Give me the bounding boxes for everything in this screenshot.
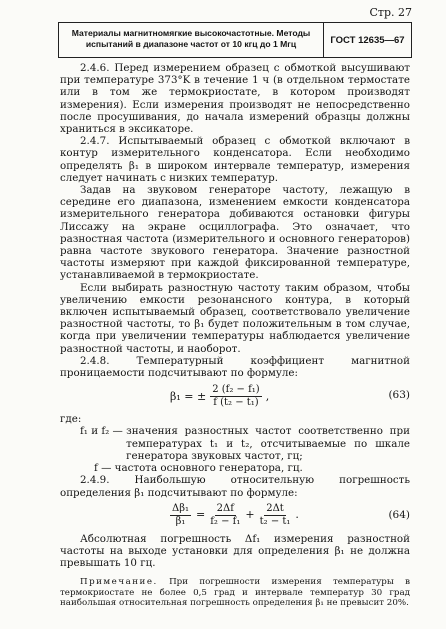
equation-number-64: (64): [388, 508, 410, 521]
header-title-line1: Материалы магнитномягкие высокочастотные. Методы: [71, 28, 311, 38]
formula-64-term2-numerator: 2Δt: [266, 502, 284, 514]
formula-64-term1-numerator: 2Δf: [216, 502, 234, 514]
definition-symbol: f —: [94, 462, 112, 475]
formula-64-lhs-denominator: β₁: [175, 515, 186, 527]
header-title-line2: испытаний в диапазоне частот от 10 кгц до 1 Мгц: [85, 39, 297, 49]
formula-64-lhs-numerator: Δβ₁: [172, 502, 190, 514]
formula-64-tail: .: [295, 508, 299, 522]
formula-64-term2: [260, 503, 291, 528]
formula-64-term1: [210, 503, 240, 528]
header-code: ГОСТ 12635—67: [330, 34, 405, 46]
paragraph-2-4-8: 2.4.8. Температурный коэффициент магнитной проницаемости подсчитывают по формуле:: [60, 354, 410, 380]
note: [60, 577, 410, 608]
formula-63-numerator: 2 (f₂ − f₁): [212, 384, 260, 396]
definition-text: частота основного генератора, гц.: [114, 462, 303, 475]
where-label: где:: [60, 413, 82, 426]
formula-63: [60, 381, 410, 411]
paragraph-frequency-choice: Если выбирать разностную частоту таким образом, чтобы увеличению емкости резонансного контура, в который включен испытываемый образец, соответствовало увеличение разностной частоты, то β₁ будет положительным в том случае, когда при увеличении температуры наблюдается увеличение разностной частоты, и наоборот.: [60, 281, 410, 355]
formula-64-term2-denominator: t₂ − t₁: [259, 515, 291, 527]
page-number: Стр. 27: [369, 6, 412, 19]
formula-64-lhs: [170, 503, 191, 528]
note-label: Примечание.: [80, 577, 158, 588]
definition-f: [80, 462, 410, 474]
definitions-list: [60, 425, 410, 474]
definition-text: значения разностных частот соответственно при температурах t₁ и t₂, отсчитываемые по шкале генератора звуковых частот, гц;: [126, 425, 410, 462]
document-body: [60, 62, 410, 609]
standard-header: [58, 22, 412, 58]
formula-64: [60, 501, 410, 531]
paragraph-2-4-7: 2.4.7. Испытываемый образец с обмоткой включают в контур измерительного конденсатора. Если необходимо определять β₁ в широком интервале температур, измерения следует начинать с низких температур.: [60, 135, 410, 184]
header-title: [59, 23, 324, 57]
paragraph-absolute-error: Абсолютная погрешность Δf₁ измерения разностной частоты на выходе установки для определения β₁ не должна превышать 10 гц.: [60, 532, 410, 570]
paragraph-generator-setup: Задав на звуковом генераторе частоту, лежащую в середине его диапазона, изменением емкости конденсатора измерительного генератора добиваются остановки фигуры Лиссажу на экране осциллографа. Это означает, что разностная частота (измерительного и основного генераторов) равна частоте звукового генератора. Значение разностной частоты измеряют при каждой фиксированной температуре, устанавливаемой в термокриостате.: [60, 184, 410, 282]
paragraph-2-4-9: 2.4.9. Наибольшую относительную погрешность определения β₁ подсчитывают по формуле:: [60, 474, 410, 499]
formula-64-plus: +: [245, 508, 255, 522]
note-text: При погрешности измерения температуры в термокриостате не более 0,5 град и интервале температур 30 град наибольшая относительная погрешность определения β₁ не превысит 20%.: [60, 577, 410, 609]
definition-symbol: f₁ и f₂ —: [80, 425, 123, 438]
formula-63-denominator: f (t₂ − t₁): [213, 397, 259, 409]
formula-64-term1-denominator: f₂ − f₁: [210, 515, 241, 527]
definition-f1-f2: [80, 425, 410, 462]
formula-63-fraction: [210, 384, 262, 409]
paragraph-2-4-6: 2.4.6. Перед измерением образец с обмоткой высушивают при температуре 373°K в течение 1 ч (в отдельном термостате или в том же термокриостате, в котором производят измерения). Если измерения производят не непосредственно после просушивания, до начала измерений образцы должны храниться в эксикаторе.: [60, 62, 410, 136]
formula-63-lhs: β₁ = ±: [170, 389, 207, 403]
formula-63-tail: ,: [265, 389, 270, 403]
formula-64-equals: =: [196, 508, 206, 522]
equation-number-63: (63): [388, 389, 410, 402]
